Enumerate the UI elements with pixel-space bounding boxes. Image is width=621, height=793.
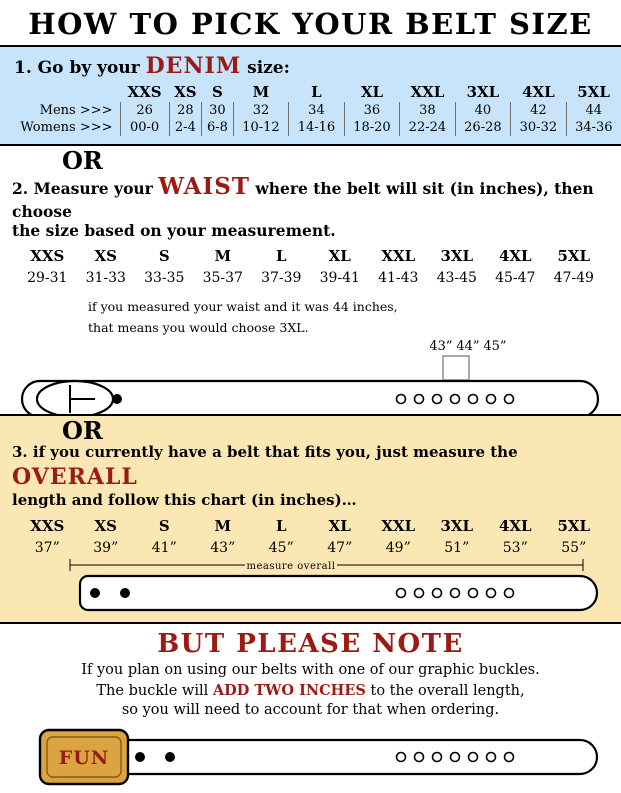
- belt-keeper-dot: [165, 752, 175, 762]
- belt-hole: [505, 752, 514, 761]
- denim-mens-1: 28: [169, 102, 201, 119]
- belt-strap: [80, 576, 597, 610]
- table-row: [0, 119, 621, 136]
- waist-col-9: 5XL: [557, 246, 591, 265]
- denim-mens-8: 42: [511, 102, 566, 119]
- denim-size-table: [0, 79, 621, 136]
- denim-col-6: XXL: [410, 83, 445, 101]
- note-line-1: If you plan on using our belts with one of our graphic buckles.: [81, 661, 540, 678]
- waist-col-5: XL: [328, 246, 351, 265]
- belt-hole: [433, 395, 442, 404]
- belt-keeper-dot: [135, 752, 145, 762]
- overall-col-0: XXS: [30, 516, 65, 535]
- belt-hole: [469, 395, 478, 404]
- denim-col-5: XL: [360, 83, 384, 101]
- overall-col-6: XXL: [381, 516, 416, 535]
- denim-womens-4: 14-16: [289, 119, 344, 136]
- section-overall-lead: [0, 443, 621, 511]
- overall-col-8: 4XL: [498, 516, 532, 535]
- overall-val-1: 39”: [93, 539, 119, 556]
- belt-keeper-dot: [90, 588, 100, 598]
- or-divider-1: OR: [62, 146, 103, 175]
- belt-hole: [433, 752, 442, 761]
- waist-note-line2: that means you would choose 3XL.: [88, 319, 309, 335]
- waist-lead-highlight: WAIST: [158, 173, 250, 201]
- waist-col-3: M: [214, 246, 232, 265]
- note-line-3: so you will need to account for that when ordering.: [121, 702, 500, 719]
- denim-col-2: S: [211, 83, 223, 101]
- belt-hole: [487, 395, 496, 404]
- denim-row-label-mens: Mens >>>: [39, 103, 113, 118]
- waist-col-7: 3XL: [440, 246, 474, 265]
- denim-col-9: 5XL: [577, 83, 610, 101]
- denim-mens-4: 34: [289, 102, 344, 119]
- table-row: [0, 102, 621, 119]
- waist-val-7: 43-45: [436, 269, 477, 286]
- belt-diagram-waist: [0, 338, 621, 414]
- hole-label-45: 45”: [483, 339, 507, 355]
- table-header-row: [0, 79, 621, 102]
- waist-val-3: 35-37: [202, 269, 243, 286]
- note-title: BUT PLEASE NOTE: [157, 628, 464, 659]
- denim-mens-9: 44: [566, 102, 621, 119]
- note-belt-illustration: [0, 721, 621, 793]
- overall-val-7: 51”: [444, 539, 470, 556]
- denim-col-7: 3XL: [466, 83, 500, 101]
- overall-col-5: XL: [328, 516, 351, 535]
- belt-hole: [451, 588, 460, 597]
- belt-diagram-overall: [0, 556, 621, 618]
- waist-val-9: 47-49: [553, 269, 594, 286]
- denim-col-4: L: [311, 83, 322, 101]
- waist-val-4: 37-39: [261, 269, 302, 286]
- waist-val-5: 39-41: [319, 269, 360, 286]
- belt-hole: [505, 395, 514, 404]
- belt-hole: [433, 588, 442, 597]
- denim-mens-6: 38: [400, 102, 455, 119]
- denim-mens-3: 32: [233, 102, 288, 119]
- denim-col-3: M: [252, 83, 270, 101]
- hole-label-43: 43”: [429, 339, 453, 355]
- waist-lead-line2: the size based on your measurement.: [12, 221, 336, 241]
- denim-lead-highlight: DENIM: [145, 53, 242, 79]
- section-note: [0, 624, 621, 793]
- section-overall: [0, 414, 621, 624]
- overall-val-0: 37”: [34, 539, 60, 556]
- overall-col-4: L: [275, 516, 287, 535]
- belt-hole: [451, 752, 460, 761]
- waist-val-0: 29-31: [27, 269, 68, 286]
- waist-note-line1: if you measured your waist and it was 44 inches,: [88, 298, 398, 314]
- overall-belt-illustration: [0, 556, 621, 618]
- denim-header-spacer: [0, 79, 120, 102]
- belt-hole: [397, 395, 406, 404]
- denim-womens-6: 22-24: [400, 119, 455, 136]
- measure-overall-label: measure overall: [246, 560, 336, 572]
- waist-col-0: XXS: [30, 246, 65, 265]
- belt-hole: [487, 752, 496, 761]
- hole-label-44: 44”: [456, 339, 480, 355]
- belt-hole: [469, 588, 478, 597]
- denim-col-8: 4XL: [522, 83, 555, 101]
- denim-womens-7: 26-28: [455, 119, 510, 136]
- overall-col-3: M: [214, 516, 232, 535]
- note-line2-highlight: ADD TWO INCHES: [212, 681, 366, 699]
- denim-mens-2: 30: [202, 102, 234, 119]
- overall-lead-line2: length and follow this chart (in inches)…: [12, 491, 357, 510]
- waist-col-8: 4XL: [498, 246, 532, 265]
- overall-col-9: 5XL: [557, 516, 591, 535]
- waist-lead-pre: 2. Measure your: [12, 179, 153, 199]
- waist-col-4: L: [275, 246, 287, 265]
- denim-womens-5: 18-20: [344, 119, 399, 136]
- waist-val-1: 31-33: [85, 269, 126, 286]
- denim-lead-post: size:: [247, 58, 290, 78]
- note-line-2: [10, 681, 611, 702]
- belt-keeper-dot: [120, 588, 130, 598]
- buckle-label: FUN: [58, 746, 110, 769]
- denim-womens-9: 34-36: [566, 119, 621, 136]
- page-title: HOW TO PICK YOUR BELT SIZE: [28, 7, 593, 41]
- overall-size-labels: [0, 511, 621, 556]
- section-denim-lead: [0, 53, 621, 79]
- waist-col-2: S: [158, 246, 170, 265]
- waist-col-6: XXL: [381, 246, 416, 265]
- denim-womens-3: 10-12: [233, 119, 288, 136]
- overall-lead-pre: 3. if you currently have a belt that fits you, just measure the: [12, 443, 518, 462]
- belt-hole: [505, 588, 514, 597]
- waist-val-6: 41-43: [378, 269, 419, 286]
- waist-val-8: 45-47: [495, 269, 536, 286]
- overall-val-9: 55”: [561, 539, 587, 556]
- denim-mens-5: 36: [344, 102, 399, 119]
- belt-hole: [451, 395, 460, 404]
- note-line2-pre: The buckle will: [96, 682, 209, 699]
- overall-col-2: S: [158, 516, 170, 535]
- denim-womens-1: 2-4: [169, 119, 201, 136]
- hole-callout-box: [443, 356, 469, 380]
- denim-row-label-womens: Womens >>>: [20, 120, 113, 135]
- overall-val-2: 41”: [151, 539, 177, 556]
- belt-hole: [397, 588, 406, 597]
- belt-keeper-dot: [112, 394, 122, 404]
- waist-example-note: [0, 286, 621, 339]
- overall-val-3: 43”: [210, 539, 236, 556]
- waist-lead-post: where the belt will sit (in inches), then choose: [12, 179, 594, 221]
- overall-val-8: 53”: [502, 539, 528, 556]
- denim-lead-pre: 1. Go by your: [14, 58, 140, 78]
- overall-col-7: 3XL: [440, 516, 474, 535]
- note-line2-post: to the overall length,: [370, 682, 525, 699]
- denim-womens-8: 30-32: [511, 119, 566, 136]
- denim-womens-2: 6-8: [202, 119, 234, 136]
- belt-hole: [487, 588, 496, 597]
- denim-mens-7: 40: [455, 102, 510, 119]
- belt-strap: [120, 740, 597, 774]
- denim-womens-0: 00-0: [120, 119, 169, 136]
- overall-val-5: 47”: [327, 539, 353, 556]
- denim-col-0: XXS: [127, 83, 162, 101]
- or-divider-2: OR: [62, 416, 103, 446]
- belt-diagram-buckle: [0, 721, 621, 793]
- section-waist: [0, 146, 621, 414]
- belt-buckle: [37, 381, 113, 414]
- section-denim: [0, 45, 621, 146]
- belt-hole: [469, 752, 478, 761]
- overall-lead-highlight: OVERALL: [12, 463, 138, 490]
- waist-val-2: 33-35: [144, 269, 185, 286]
- section-waist-lead: [0, 173, 621, 241]
- belt-hole: [397, 752, 406, 761]
- belt-hole: [415, 395, 424, 404]
- overall-val-4: 45”: [268, 539, 294, 556]
- overall-val-6: 49”: [385, 539, 411, 556]
- waist-belt-illustration: [0, 338, 621, 414]
- belt-hole: [415, 588, 424, 597]
- belt-hole: [415, 752, 424, 761]
- note-body: [0, 659, 621, 721]
- waist-size-labels: [0, 241, 621, 286]
- waist-col-1: XS: [94, 246, 117, 265]
- denim-col-1: XS: [174, 83, 197, 101]
- denim-mens-0: 26: [120, 102, 169, 119]
- overall-col-1: XS: [94, 516, 117, 535]
